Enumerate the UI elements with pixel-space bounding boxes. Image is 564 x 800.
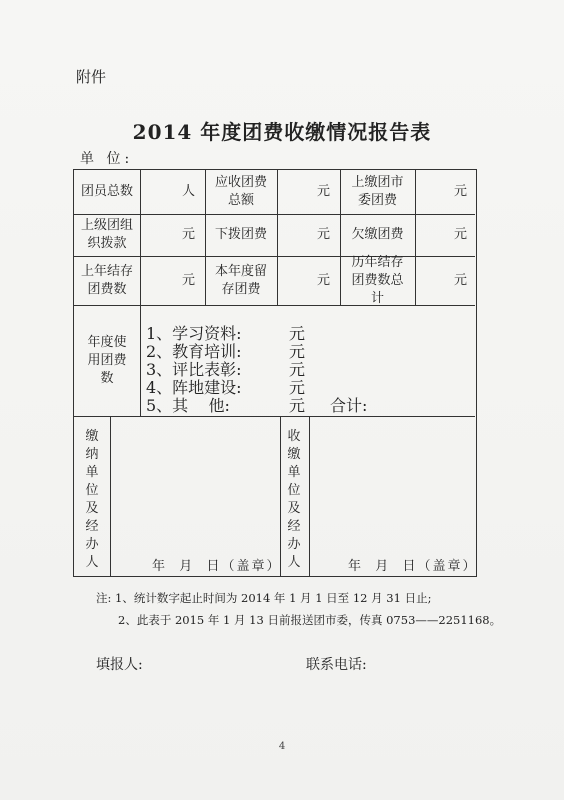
label-superior-allocation: 上级团组织拨款 — [80, 218, 133, 251]
label-prior-balance: 上年结存团费数 — [80, 263, 133, 297]
use-item-label: 1、学习资料: — [146, 324, 242, 343]
page-title: 2014 年度团费收缴情况报告表 — [132, 120, 432, 144]
unit-paid-to-city: 元 — [453, 184, 467, 199]
col-divider — [309, 416, 310, 576]
col-divider — [280, 416, 281, 576]
unit-members-total: 人 — [181, 184, 195, 199]
use-item-label: 4、阵地建设: — [146, 378, 242, 397]
payer-date-seal: 年 月 日（盖章） — [152, 559, 282, 574]
unit-receivable-total: 元 — [316, 184, 330, 199]
unit-retained-this-year: 元 — [316, 272, 330, 288]
unit-historical-total: 元 — [453, 272, 467, 288]
label-members-total: 团员总数 — [80, 184, 133, 199]
attachment-label: 附件 — [76, 68, 107, 86]
use-item-label: 5、其 他: — [146, 396, 230, 415]
label-retained-this-year: 本年度留存团费 — [214, 263, 267, 297]
row-divider — [74, 416, 475, 417]
page-number: 4 — [278, 741, 286, 752]
unit-disbursed-fees: 元 — [316, 227, 330, 242]
payer-label: 缴纳单位及经办人 — [85, 429, 99, 570]
phone-label: 联系电话: — [306, 657, 367, 673]
note-2: 2、此表于 2015 年 1 月 13 日前报送团市委，传真 0753——2251168。 — [118, 613, 502, 627]
use-item-label: 2、教育培训: — [146, 342, 242, 361]
filler-label: 填报人: — [96, 657, 143, 673]
use-item-unit: 元 — [289, 324, 306, 343]
use-item-unit: 元 — [289, 378, 306, 397]
label-historical-total: 历年结存团费数总计 — [351, 254, 404, 306]
unit-label: 单 位: — [80, 151, 134, 167]
unit-arrears: 元 — [453, 227, 467, 242]
col-divider — [110, 416, 111, 576]
report-table — [73, 169, 477, 577]
use-total-label: 合计: — [330, 396, 368, 415]
label-paid-to-city: 上缴团市委团费 — [351, 175, 404, 208]
collector-label: 收缴单位及经办人 — [287, 429, 301, 570]
note-1: 注: 1、统计数字起止时间为 2014 年 1 月 1 日至 12 月 31 日止; — [96, 591, 432, 605]
use-item-label: 3、评比表彰: — [146, 360, 242, 379]
label-arrears: 欠缴团费 — [351, 227, 404, 242]
unit-superior-allocation: 元 — [181, 227, 195, 242]
use-item-unit: 元 — [289, 342, 306, 361]
collector-date-seal: 年 月 日（盖章） — [348, 559, 478, 574]
label-disbursed-fees: 下拨团费 — [214, 227, 267, 242]
unit-prior-balance: 元 — [181, 272, 195, 288]
use-item-unit: 元 — [289, 396, 306, 415]
label-annual-use: 年度使用团费数 — [87, 334, 127, 386]
label-receivable-total: 应收团费总额 — [215, 175, 268, 208]
use-item-unit: 元 — [289, 360, 306, 379]
